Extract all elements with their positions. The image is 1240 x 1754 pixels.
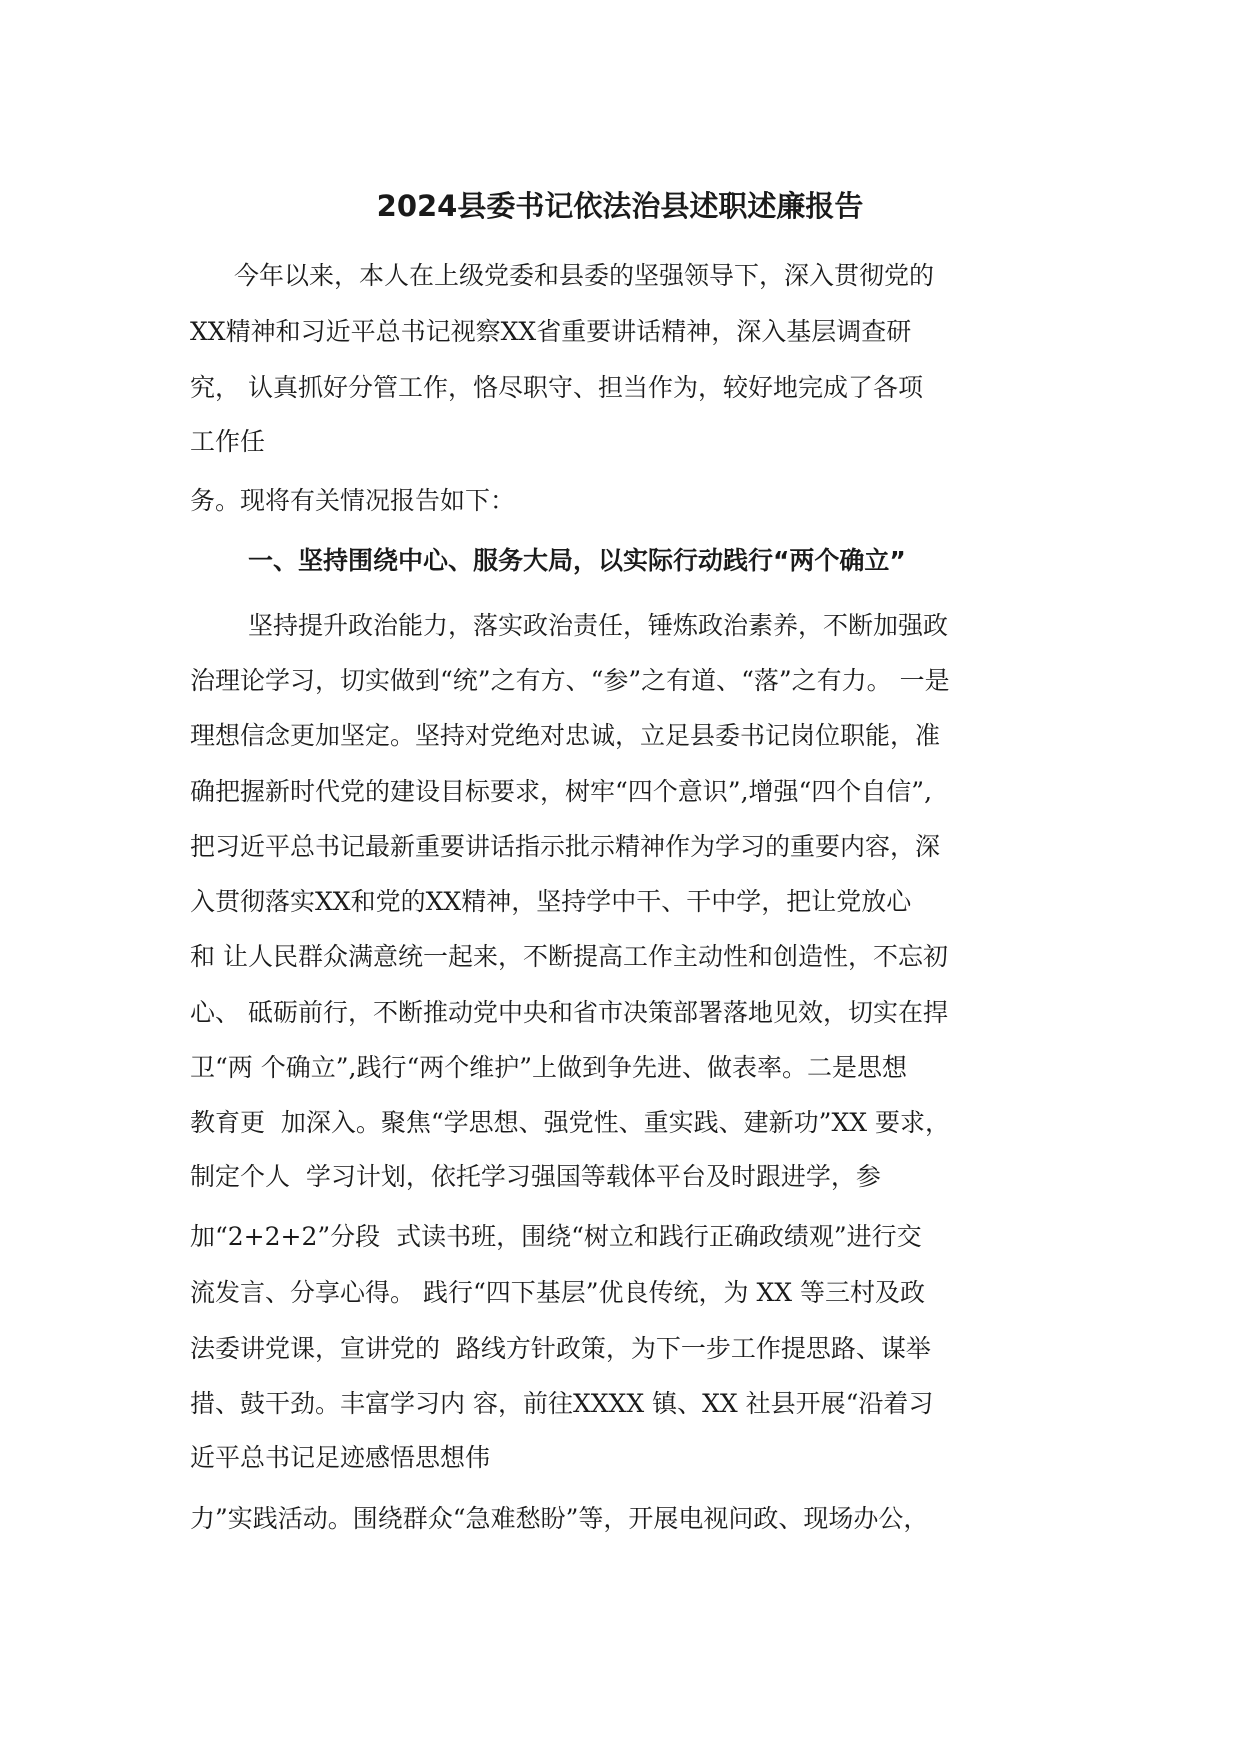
paragraph-line: 今年以来，本人在上级党委和县委的坚强领导下，深入贯彻党的 — [234, 261, 935, 290]
paragraph-line: 流发言、分享心得。 践行“四下基层”优良传统，为 XX 等三村及政 — [190, 1278, 925, 1307]
paragraph-line: 理想信念更加坚定。坚持对党绝对忠诚，立足县委书记岗位职能，准 — [190, 721, 941, 750]
paragraph-line: 加“2+2+2”分段 式读书班，围绕“树立和践行正确政绩观”进行交 — [190, 1222, 922, 1251]
paragraph-line: 入贯彻落实XX和党的XX精神，坚持学中干、干中学，把让党放心 — [190, 887, 912, 916]
section-heading: 一、坚持围绕中心、服务大局，以实际行动践行“两个确立” — [248, 546, 906, 575]
paragraph-line: 工作任 — [190, 427, 266, 456]
paragraph-line: 力”实践活动。围绕群众“急难愁盼”等，开展电视问政、现场办公， — [190, 1504, 929, 1533]
paragraph-line: 卫“两 个确立”,践行“两个维护”上做到争先进、做表率。二是思想 — [190, 1053, 908, 1082]
paragraph-line: 近平总书记足迹感悟思想伟 — [190, 1443, 491, 1472]
paragraph-line: XX精神和习近平总书记视察XX省重要讲话精神，深入基层调查研 — [190, 317, 912, 346]
paragraph-line: 心、 砥砺前行，不断推动党中央和省市决策部署落地见效，切实在捍 — [190, 998, 948, 1027]
paragraph-line: 措、鼓干劲。丰富学习内 容，前往XXXX 镇、XX 社县开展“沿着习 — [190, 1389, 934, 1418]
paragraph-line: 坚持提升政治能力，落实政治责任，锤炼政治素养，不断加强政 — [248, 611, 949, 640]
paragraph-line: 把习近平总书记最新重要讲话指示批示精神作为学习的重要内容，深 — [190, 832, 941, 861]
paragraph-line: 治理论学习，切实做到“统”之有方、“参”之有道、“落”之有力。 一是 — [190, 666, 950, 695]
paragraph-line: 确把握新时代党的建设目标要求，树牢“四个意识”,增强“四个自信”, — [190, 777, 933, 806]
paragraph-line: 究， 认真抓好分管工作，恪尽职守、担当作为，较好地完成了各项 — [190, 373, 923, 402]
paragraph-line: 法委讲党课，宣讲党的 路线方针政策，为下一步工作提思路、谋举 — [190, 1334, 931, 1363]
document-title: 2024县委书记依法治县述职述廉报告 — [376, 189, 864, 223]
paragraph-line: 和 让人民群众满意统一起来，不断提高工作主动性和创造性，不忘初 — [190, 942, 948, 971]
paragraph-line: 制定个人 学习计划，依托学习强国等载体平台及时跟进学，参 — [190, 1162, 881, 1191]
paragraph-line: 教育更 加深入。聚焦“学思想、强党性、重实践、建新功”XX 要求， — [190, 1108, 950, 1137]
paragraph-line: 务。现将有关情况报告如下： — [190, 486, 516, 515]
